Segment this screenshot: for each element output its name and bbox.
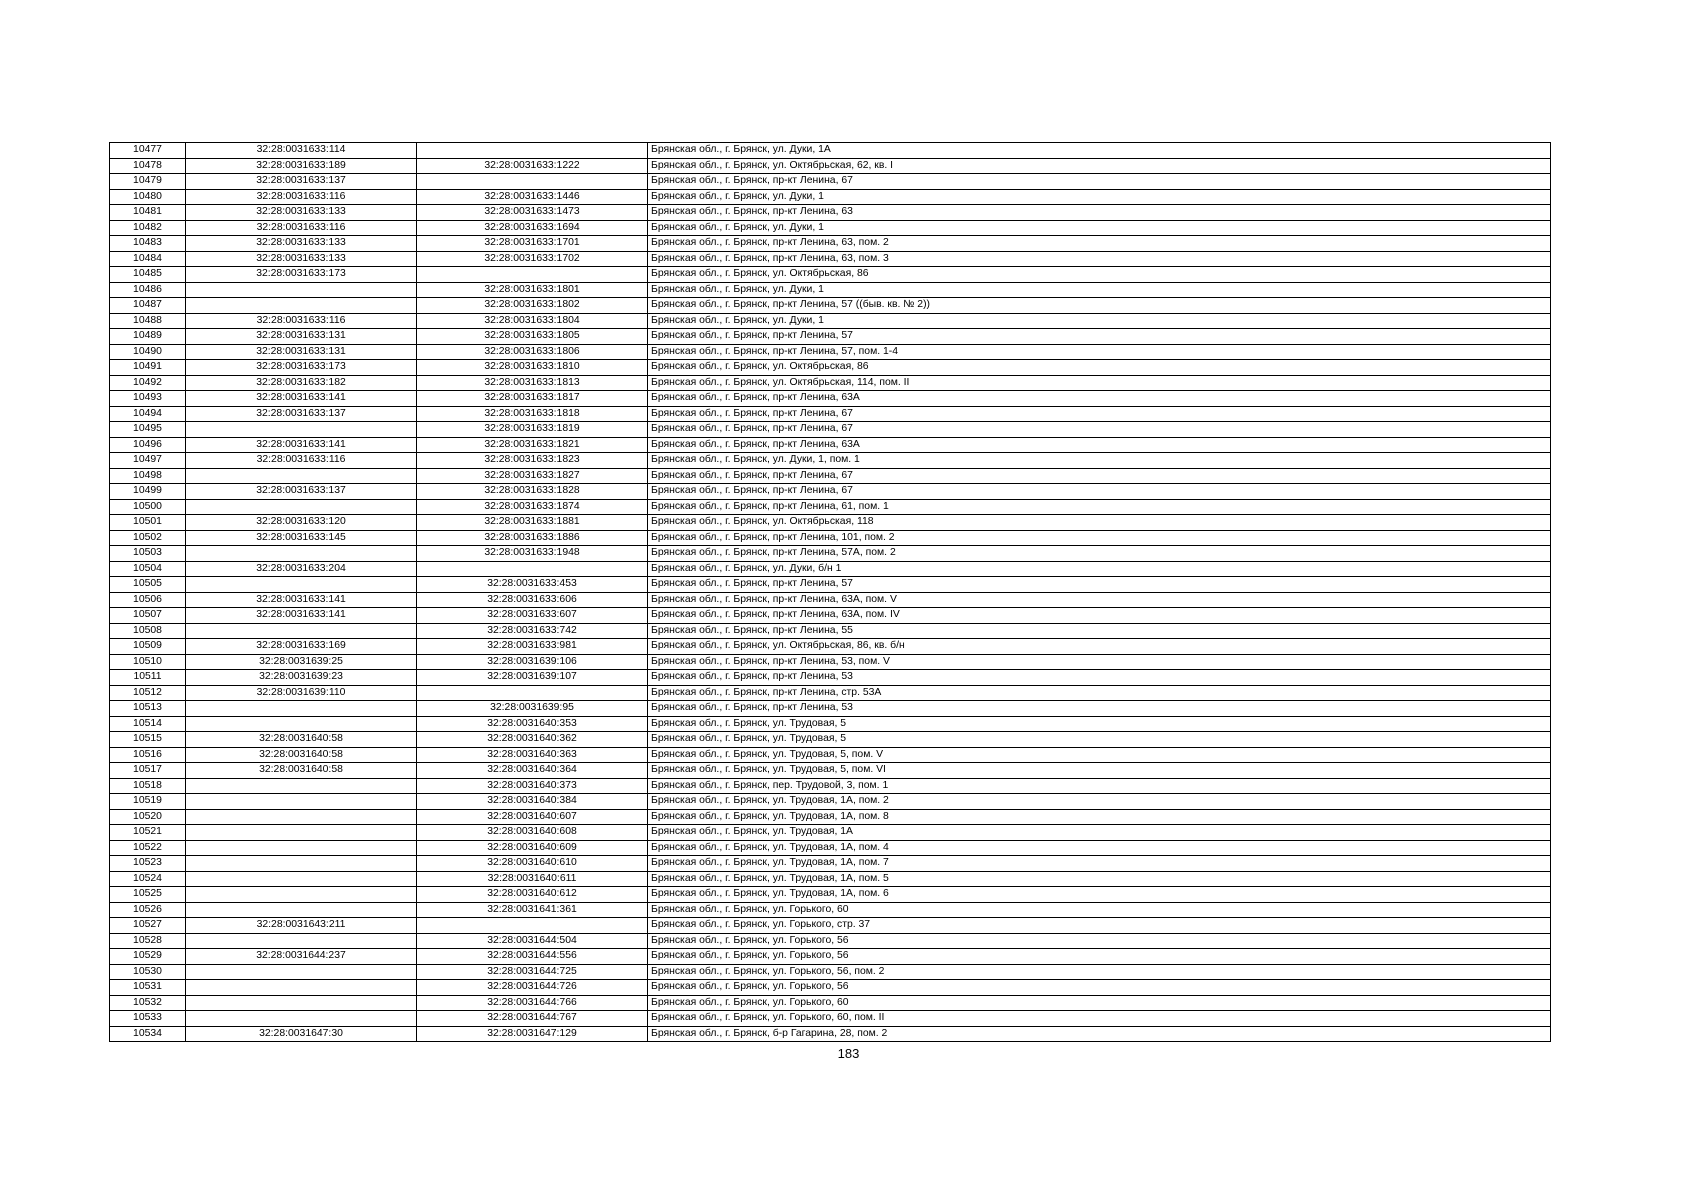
table-row (110, 282, 1551, 298)
land-parcel-number-cell: 32:28:0031633:189 (186, 158, 417, 174)
object-cadastral-number-cell: 32:28:0031640:607 (417, 809, 648, 825)
object-cadastral-number-cell: 32:28:0031633:1828 (417, 484, 648, 500)
table-row (110, 251, 1551, 267)
object-cadastral-number-cell: 32:28:0031633:606 (417, 592, 648, 608)
row-number-cell: 10521 (110, 825, 186, 841)
object-cadastral-number-cell: 32:28:0031641:361 (417, 902, 648, 918)
registry-table (109, 142, 1551, 1042)
land-parcel-number-cell (186, 964, 417, 980)
object-cadastral-number-cell: 32:28:0031633:1819 (417, 422, 648, 438)
row-number-cell: 10523 (110, 856, 186, 872)
land-parcel-number-cell: 32:28:0031639:25 (186, 654, 417, 670)
address-cell: Брянская обл., г. Брянск, пр-кт Ленина, 57 ((быв. кв. № 2)) (648, 298, 1551, 314)
address-cell: Брянская обл., г. Брянск, ул. Трудовая, 5, пом. VI (648, 763, 1551, 779)
object-cadastral-number-cell: 32:28:0031633:1701 (417, 236, 648, 252)
object-cadastral-number-cell: 32:28:0031644:767 (417, 1011, 648, 1027)
row-number-cell: 10525 (110, 887, 186, 903)
row-number-cell: 10511 (110, 670, 186, 686)
land-parcel-number-cell: 32:28:0031633:141 (186, 391, 417, 407)
object-cadastral-number-cell: 32:28:0031644:725 (417, 964, 648, 980)
land-parcel-number-cell: 32:28:0031633:116 (186, 453, 417, 469)
address-cell: Брянская обл., г. Брянск, ул. Дуки, 1 (648, 313, 1551, 329)
land-parcel-number-cell (186, 902, 417, 918)
table-row (110, 530, 1551, 546)
object-cadastral-number-cell: 32:28:0031633:1827 (417, 468, 648, 484)
row-number-cell: 10510 (110, 654, 186, 670)
object-cadastral-number-cell: 32:28:0031640:612 (417, 887, 648, 903)
row-number-cell: 10534 (110, 1026, 186, 1042)
object-cadastral-number-cell: 32:28:0031633:1813 (417, 375, 648, 391)
row-number-cell: 10482 (110, 220, 186, 236)
row-number-cell: 10477 (110, 143, 186, 159)
land-parcel-number-cell: 32:28:0031633:137 (186, 406, 417, 422)
row-number-cell: 10490 (110, 344, 186, 360)
land-parcel-number-cell (186, 871, 417, 887)
address-cell: Брянская обл., г. Брянск, ул. Дуки, 1, пом. 1 (648, 453, 1551, 469)
object-cadastral-number-cell: 32:28:0031633:981 (417, 639, 648, 655)
row-number-cell: 10531 (110, 980, 186, 996)
table-row (110, 577, 1551, 593)
table-row (110, 344, 1551, 360)
object-cadastral-number-cell: 32:28:0031640:362 (417, 732, 648, 748)
object-cadastral-number-cell: 32:28:0031639:107 (417, 670, 648, 686)
address-cell: Брянская обл., г. Брянск, ул. Дуки, б/н 1 (648, 561, 1551, 577)
land-parcel-number-cell (186, 546, 417, 562)
table-row (110, 313, 1551, 329)
object-cadastral-number-cell: 32:28:0031647:129 (417, 1026, 648, 1042)
land-parcel-number-cell (186, 298, 417, 314)
land-parcel-number-cell (186, 980, 417, 996)
table-row (110, 174, 1551, 190)
table-row (110, 654, 1551, 670)
table-row (110, 608, 1551, 624)
object-cadastral-number-cell: 32:28:0031640:373 (417, 778, 648, 794)
table-row (110, 670, 1551, 686)
address-cell: Брянская обл., г. Брянск, ул. Трудовая, 5 (648, 732, 1551, 748)
row-number-cell: 10524 (110, 871, 186, 887)
row-number-cell: 10517 (110, 763, 186, 779)
land-parcel-number-cell: 32:28:0031647:30 (186, 1026, 417, 1042)
address-cell: Брянская обл., г. Брянск, пр-кт Ленина, 63А (648, 437, 1551, 453)
object-cadastral-number-cell: 32:28:0031633:1804 (417, 313, 648, 329)
address-cell: Брянская обл., г. Брянск, пр-кт Ленина, 63, пом. 2 (648, 236, 1551, 252)
object-cadastral-number-cell: 32:28:0031639:95 (417, 701, 648, 717)
table-row (110, 933, 1551, 949)
row-number-cell: 10485 (110, 267, 186, 283)
address-cell: Брянская обл., г. Брянск, пр-кт Ленина, 57 (648, 577, 1551, 593)
object-cadastral-number-cell: 32:28:0031633:1801 (417, 282, 648, 298)
address-cell: Брянская обл., г. Брянск, ул. Трудовая, 5 (648, 716, 1551, 732)
table-row (110, 918, 1551, 934)
address-cell: Брянская обл., г. Брянск, ул. Горького, 56 (648, 933, 1551, 949)
land-parcel-number-cell: 32:28:0031640:58 (186, 747, 417, 763)
land-parcel-number-cell: 32:28:0031633:137 (186, 174, 417, 190)
address-cell: Брянская обл., г. Брянск, пр-кт Ленина, 55 (648, 623, 1551, 639)
page-number: 183 (837, 1046, 860, 1061)
address-cell: Брянская обл., г. Брянск, ул. Горького, 56 (648, 949, 1551, 965)
row-number-cell: 10506 (110, 592, 186, 608)
table-row (110, 763, 1551, 779)
object-cadastral-number-cell (417, 267, 648, 283)
land-parcel-number-cell (186, 577, 417, 593)
land-parcel-number-cell: 32:28:0031633:204 (186, 561, 417, 577)
object-cadastral-number-cell: 32:28:0031644:766 (417, 995, 648, 1011)
table-row (110, 949, 1551, 965)
object-cadastral-number-cell: 32:28:0031633:1874 (417, 499, 648, 515)
address-cell: Брянская обл., г. Брянск, пр-кт Ленина, 67 (648, 422, 1551, 438)
object-cadastral-number-cell (417, 918, 648, 934)
address-cell: Брянская обл., г. Брянск, ул. Горького, 60 (648, 902, 1551, 918)
object-cadastral-number-cell: 32:28:0031633:1702 (417, 251, 648, 267)
row-number-cell: 10480 (110, 189, 186, 205)
land-parcel-number-cell (186, 701, 417, 717)
object-cadastral-number-cell: 32:28:0031633:1881 (417, 515, 648, 531)
address-cell: Брянская обл., г. Брянск, ул. Трудовая, 1А, пом. 2 (648, 794, 1551, 810)
address-cell: Брянская обл., г. Брянск, ул. Трудовая, 1А, пом. 6 (648, 887, 1551, 903)
land-parcel-number-cell: 32:28:0031639:110 (186, 685, 417, 701)
address-cell: Брянская обл., г. Брянск, ул. Дуки, 1 (648, 220, 1551, 236)
land-parcel-number-cell: 32:28:0031640:58 (186, 763, 417, 779)
table-row (110, 902, 1551, 918)
land-parcel-number-cell: 32:28:0031633:133 (186, 205, 417, 221)
address-cell: Брянская обл., г. Брянск, ул. Октябрьская, 86 (648, 360, 1551, 376)
object-cadastral-number-cell: 32:28:0031633:742 (417, 623, 648, 639)
table-row (110, 747, 1551, 763)
row-number-cell: 10486 (110, 282, 186, 298)
object-cadastral-number-cell: 32:28:0031633:1818 (417, 406, 648, 422)
land-parcel-number-cell (186, 840, 417, 856)
table-row (110, 794, 1551, 810)
land-parcel-number-cell: 32:28:0031633:133 (186, 236, 417, 252)
object-cadastral-number-cell (417, 685, 648, 701)
table-row (110, 840, 1551, 856)
address-cell: Брянская обл., г. Брянск, ул. Октябрьская, 118 (648, 515, 1551, 531)
table-row (110, 701, 1551, 717)
table-row (110, 220, 1551, 236)
table-row (110, 825, 1551, 841)
land-parcel-number-cell: 32:28:0031633:131 (186, 344, 417, 360)
table-row (110, 887, 1551, 903)
table-row (110, 592, 1551, 608)
land-parcel-number-cell: 32:28:0031633:120 (186, 515, 417, 531)
table-row (110, 716, 1551, 732)
row-number-cell: 10494 (110, 406, 186, 422)
address-cell: Брянская обл., г. Брянск, ул. Трудовая, 5, пом. V (648, 747, 1551, 763)
address-cell: Брянская обл., г. Брянск, ул. Трудовая, 1А, пом. 7 (648, 856, 1551, 872)
table-row (110, 298, 1551, 314)
row-number-cell: 10479 (110, 174, 186, 190)
object-cadastral-number-cell: 32:28:0031640:363 (417, 747, 648, 763)
address-cell: Брянская обл., г. Брянск, пр-кт Ленина, 63А (648, 391, 1551, 407)
land-parcel-number-cell (186, 468, 417, 484)
table-row (110, 453, 1551, 469)
address-cell: Брянская обл., г. Брянск, ул. Горького, 60, пом. II (648, 1011, 1551, 1027)
land-parcel-number-cell: 32:28:0031633:169 (186, 639, 417, 655)
row-number-cell: 10495 (110, 422, 186, 438)
land-parcel-number-cell: 32:28:0031633:173 (186, 360, 417, 376)
land-parcel-number-cell: 32:28:0031633:133 (186, 251, 417, 267)
land-parcel-number-cell (186, 623, 417, 639)
row-number-cell: 10519 (110, 794, 186, 810)
table-row (110, 515, 1551, 531)
land-parcel-number-cell (186, 716, 417, 732)
land-parcel-number-cell: 32:28:0031633:131 (186, 329, 417, 345)
address-cell: Брянская обл., г. Брянск, пр-кт Ленина, 67 (648, 406, 1551, 422)
object-cadastral-number-cell: 32:28:0031633:1694 (417, 220, 648, 236)
table-row (110, 375, 1551, 391)
row-number-cell: 10520 (110, 809, 186, 825)
address-cell: Брянская обл., г. Брянск, пр-кт Ленина, 53 (648, 670, 1551, 686)
land-parcel-number-cell (186, 933, 417, 949)
table-row (110, 856, 1551, 872)
object-cadastral-number-cell: 32:28:0031639:106 (417, 654, 648, 670)
row-number-cell: 10529 (110, 949, 186, 965)
land-parcel-number-cell: 32:28:0031639:23 (186, 670, 417, 686)
land-parcel-number-cell (186, 995, 417, 1011)
object-cadastral-number-cell: 32:28:0031640:384 (417, 794, 648, 810)
address-cell: Брянская обл., г. Брянск, ул. Трудовая, 1А, пом. 5 (648, 871, 1551, 887)
object-cadastral-number-cell (417, 561, 648, 577)
land-parcel-number-cell (186, 1011, 417, 1027)
row-number-cell: 10533 (110, 1011, 186, 1027)
row-number-cell: 10487 (110, 298, 186, 314)
land-parcel-number-cell (186, 825, 417, 841)
address-cell: Брянская обл., г. Брянск, ул. Горького, стр. 37 (648, 918, 1551, 934)
object-cadastral-number-cell: 32:28:0031633:1886 (417, 530, 648, 546)
table-row (110, 143, 1551, 159)
table-row (110, 980, 1551, 996)
object-cadastral-number-cell: 32:28:0031640:611 (417, 871, 648, 887)
table-row (110, 778, 1551, 794)
address-cell: Брянская обл., г. Брянск, б-р Гагарина, 28, пом. 2 (648, 1026, 1551, 1042)
row-number-cell: 10499 (110, 484, 186, 500)
table-row (110, 964, 1551, 980)
row-number-cell: 10507 (110, 608, 186, 624)
object-cadastral-number-cell: 32:28:0031633:1948 (417, 546, 648, 562)
address-cell: Брянская обл., г. Брянск, ул. Трудовая, 1А, пом. 4 (648, 840, 1551, 856)
object-cadastral-number-cell: 32:28:0031640:608 (417, 825, 648, 841)
land-parcel-number-cell: 32:28:0031633:137 (186, 484, 417, 500)
land-parcel-number-cell: 32:28:0031644:237 (186, 949, 417, 965)
object-cadastral-number-cell: 32:28:0031640:609 (417, 840, 648, 856)
address-cell: Брянская обл., г. Брянск, пр-кт Ленина, 57А, пом. 2 (648, 546, 1551, 562)
table-row (110, 437, 1551, 453)
row-number-cell: 10496 (110, 437, 186, 453)
object-cadastral-number-cell: 32:28:0031640:364 (417, 763, 648, 779)
row-number-cell: 10492 (110, 375, 186, 391)
object-cadastral-number-cell: 32:28:0031633:1446 (417, 189, 648, 205)
row-number-cell: 10481 (110, 205, 186, 221)
address-cell: Брянская обл., г. Брянск, пр-кт Ленина, 67 (648, 484, 1551, 500)
table-row (110, 639, 1551, 655)
land-parcel-number-cell: 32:28:0031633:141 (186, 592, 417, 608)
row-number-cell: 10500 (110, 499, 186, 515)
row-number-cell: 10484 (110, 251, 186, 267)
land-parcel-number-cell (186, 856, 417, 872)
address-cell: Брянская обл., г. Брянск, пр-кт Ленина, 63 (648, 205, 1551, 221)
row-number-cell: 10514 (110, 716, 186, 732)
object-cadastral-number-cell: 32:28:0031633:1810 (417, 360, 648, 376)
land-parcel-number-cell (186, 809, 417, 825)
address-cell: Брянская обл., г. Брянск, пр-кт Ленина, 61, пом. 1 (648, 499, 1551, 515)
table-row (110, 732, 1551, 748)
object-cadastral-number-cell: 32:28:0031644:726 (417, 980, 648, 996)
address-cell: Брянская обл., г. Брянск, пр-кт Ленина, стр. 53А (648, 685, 1551, 701)
address-cell: Брянская обл., г. Брянск, пр-кт Ленина, 57, пом. 1-4 (648, 344, 1551, 360)
object-cadastral-number-cell: 32:28:0031633:1823 (417, 453, 648, 469)
table-row (110, 391, 1551, 407)
table-row (110, 205, 1551, 221)
address-cell: Брянская обл., г. Брянск, ул. Октябрьская, 86, кв. б/н (648, 639, 1551, 655)
table-row (110, 189, 1551, 205)
row-number-cell: 10505 (110, 577, 186, 593)
row-number-cell: 10501 (110, 515, 186, 531)
object-cadastral-number-cell: 32:28:0031640:353 (417, 716, 648, 732)
row-number-cell: 10518 (110, 778, 186, 794)
row-number-cell: 10478 (110, 158, 186, 174)
row-number-cell: 10513 (110, 701, 186, 717)
object-cadastral-number-cell: 32:28:0031633:607 (417, 608, 648, 624)
row-number-cell: 10489 (110, 329, 186, 345)
row-number-cell: 10498 (110, 468, 186, 484)
table-row (110, 499, 1551, 515)
row-number-cell: 10530 (110, 964, 186, 980)
address-cell: Брянская обл., г. Брянск, пр-кт Ленина, 63А, пом. IV (648, 608, 1551, 624)
address-cell: Брянская обл., г. Брянск, ул. Горького, 60 (648, 995, 1551, 1011)
row-number-cell: 10504 (110, 561, 186, 577)
row-number-cell: 10503 (110, 546, 186, 562)
object-cadastral-number-cell: 32:28:0031644:556 (417, 949, 648, 965)
address-cell: Брянская обл., г. Брянск, пр-кт Ленина, 57 (648, 329, 1551, 345)
row-number-cell: 10526 (110, 902, 186, 918)
address-cell: Брянская обл., г. Брянск, пр-кт Ленина, 63А, пом. V (648, 592, 1551, 608)
row-number-cell: 10527 (110, 918, 186, 934)
row-number-cell: 10509 (110, 639, 186, 655)
row-number-cell: 10508 (110, 623, 186, 639)
address-cell: Брянская обл., г. Брянск, пер. Трудовой, 3, пом. 1 (648, 778, 1551, 794)
table-row (110, 468, 1551, 484)
address-cell: Брянская обл., г. Брянск, ул. Горького, 56 (648, 980, 1551, 996)
land-parcel-number-cell (186, 794, 417, 810)
table-row (110, 236, 1551, 252)
object-cadastral-number-cell: 32:28:0031640:610 (417, 856, 648, 872)
table-row (110, 406, 1551, 422)
address-cell: Брянская обл., г. Брянск, пр-кт Ленина, 67 (648, 174, 1551, 190)
address-cell: Брянская обл., г. Брянск, пр-кт Ленина, 67 (648, 468, 1551, 484)
address-cell: Брянская обл., г. Брянск, ул. Дуки, 1А (648, 143, 1551, 159)
land-parcel-number-cell: 32:28:0031643:211 (186, 918, 417, 934)
address-cell: Брянская обл., г. Брянск, ул. Октябрьская, 62, кв. I (648, 158, 1551, 174)
address-cell: Брянская обл., г. Брянск, ул. Трудовая, 1А (648, 825, 1551, 841)
table-row (110, 267, 1551, 283)
land-parcel-number-cell: 32:28:0031633:141 (186, 437, 417, 453)
land-parcel-number-cell: 32:28:0031633:116 (186, 189, 417, 205)
object-cadastral-number-cell: 32:28:0031633:1821 (417, 437, 648, 453)
row-number-cell: 10532 (110, 995, 186, 1011)
address-cell: Брянская обл., г. Брянск, ул. Трудовая, 1А, пом. 8 (648, 809, 1551, 825)
land-parcel-number-cell (186, 282, 417, 298)
address-cell: Брянская обл., г. Брянск, пр-кт Ленина, 63, пом. 3 (648, 251, 1551, 267)
address-cell: Брянская обл., г. Брянск, ул. Горького, 56, пом. 2 (648, 964, 1551, 980)
table-row (110, 871, 1551, 887)
object-cadastral-number-cell: 32:28:0031633:1806 (417, 344, 648, 360)
land-parcel-number-cell: 32:28:0031633:182 (186, 375, 417, 391)
object-cadastral-number-cell: 32:28:0031633:1805 (417, 329, 648, 345)
address-cell: Брянская обл., г. Брянск, ул. Октябрьская, 86 (648, 267, 1551, 283)
object-cadastral-number-cell: 32:28:0031633:1802 (417, 298, 648, 314)
land-parcel-number-cell: 32:28:0031633:173 (186, 267, 417, 283)
table-row (110, 158, 1551, 174)
object-cadastral-number-cell: 32:28:0031644:504 (417, 933, 648, 949)
table-row (110, 546, 1551, 562)
row-number-cell: 10516 (110, 747, 186, 763)
table-row (110, 360, 1551, 376)
table-row (110, 1026, 1551, 1042)
land-parcel-number-cell: 32:28:0031633:116 (186, 313, 417, 329)
address-cell: Брянская обл., г. Брянск, пр-кт Ленина, 101, пом. 2 (648, 530, 1551, 546)
land-parcel-number-cell (186, 422, 417, 438)
land-parcel-number-cell: 32:28:0031633:141 (186, 608, 417, 624)
address-cell: Брянская обл., г. Брянск, пр-кт Ленина, 53 (648, 701, 1551, 717)
table-row (110, 685, 1551, 701)
object-cadastral-number-cell (417, 143, 648, 159)
address-cell: Брянская обл., г. Брянск, ул. Дуки, 1 (648, 189, 1551, 205)
land-parcel-number-cell: 32:28:0031640:58 (186, 732, 417, 748)
table-row (110, 809, 1551, 825)
row-number-cell: 10488 (110, 313, 186, 329)
land-parcel-number-cell: 32:28:0031633:116 (186, 220, 417, 236)
row-number-cell: 10502 (110, 530, 186, 546)
table-row (110, 1011, 1551, 1027)
land-parcel-number-cell: 32:28:0031633:114 (186, 143, 417, 159)
row-number-cell: 10497 (110, 453, 186, 469)
object-cadastral-number-cell (417, 174, 648, 190)
row-number-cell: 10483 (110, 236, 186, 252)
land-parcel-number-cell: 32:28:0031633:145 (186, 530, 417, 546)
table-row (110, 995, 1551, 1011)
table-row (110, 561, 1551, 577)
row-number-cell: 10515 (110, 732, 186, 748)
object-cadastral-number-cell: 32:28:0031633:1473 (417, 205, 648, 221)
row-number-cell: 10522 (110, 840, 186, 856)
land-parcel-number-cell (186, 499, 417, 515)
table-row (110, 623, 1551, 639)
land-parcel-number-cell (186, 887, 417, 903)
row-number-cell: 10493 (110, 391, 186, 407)
land-parcel-number-cell (186, 778, 417, 794)
object-cadastral-number-cell: 32:28:0031633:1817 (417, 391, 648, 407)
address-cell: Брянская обл., г. Брянск, ул. Октябрьская, 114, пом. II (648, 375, 1551, 391)
object-cadastral-number-cell: 32:28:0031633:1222 (417, 158, 648, 174)
address-cell: Брянская обл., г. Брянск, пр-кт Ленина, 53, пом. V (648, 654, 1551, 670)
object-cadastral-number-cell: 32:28:0031633:453 (417, 577, 648, 593)
table-row (110, 329, 1551, 345)
table-row (110, 484, 1551, 500)
row-number-cell: 10528 (110, 933, 186, 949)
registry-table-body (110, 143, 1551, 1042)
table-row (110, 422, 1551, 438)
address-cell: Брянская обл., г. Брянск, ул. Дуки, 1 (648, 282, 1551, 298)
row-number-cell: 10512 (110, 685, 186, 701)
row-number-cell: 10491 (110, 360, 186, 376)
